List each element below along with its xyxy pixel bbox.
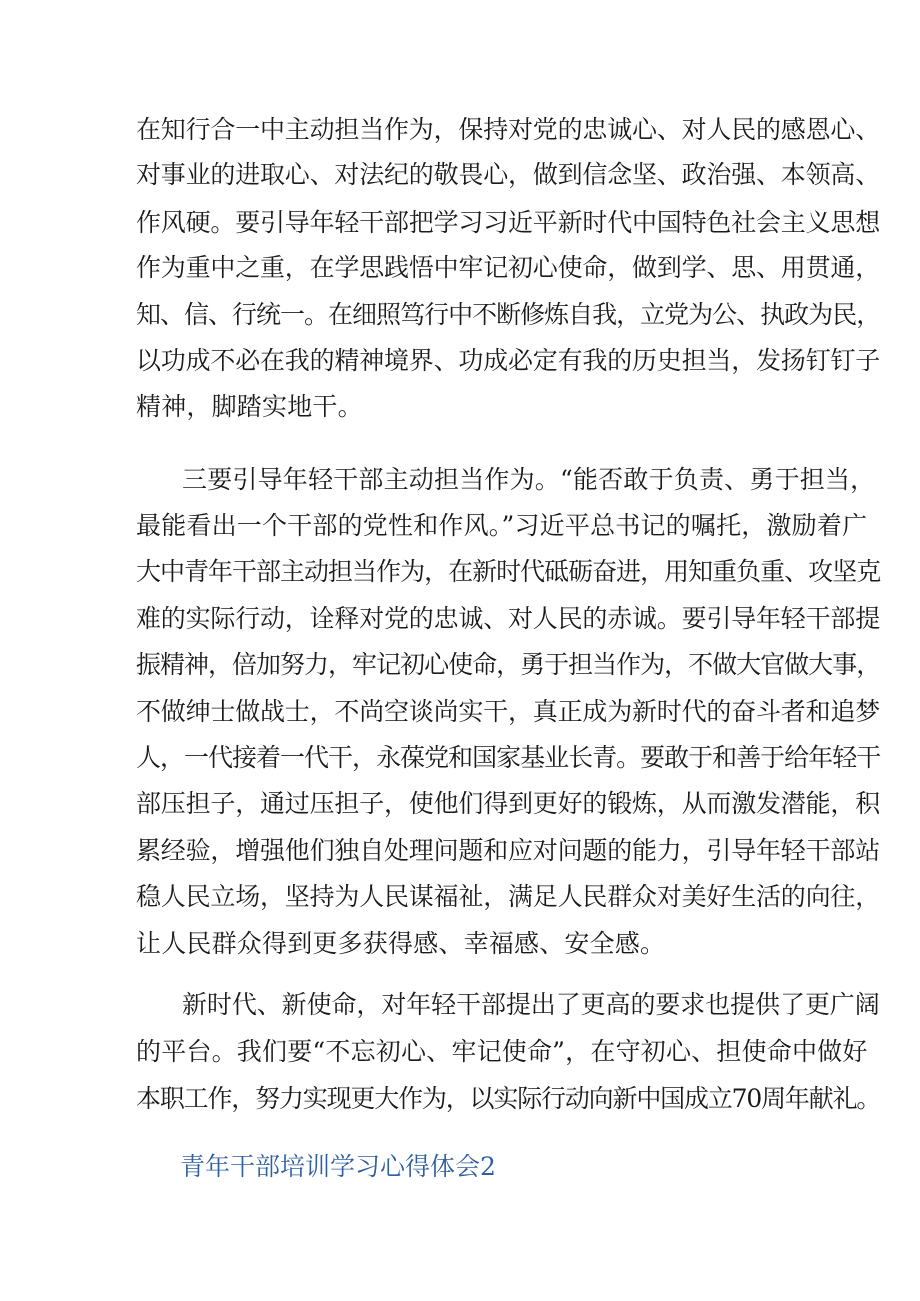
- paragraph-2-line: 人，一代接着一代干，永葆党和国家基业长青。要敢于和善于给年轻干: [136, 743, 881, 772]
- paragraph-2-line: 三要引导年轻干部主动担当作为。“能否敢于负责、勇于担当，: [182, 465, 876, 494]
- paragraph-2-line: 部压担子，通过压担子，使他们得到更好的锻炼，从而激发潜能，积: [136, 789, 881, 818]
- paragraph-1-line: 在知行合一中主动担当作为，保持对党的忠诚心、对人民的感恩心、: [136, 115, 881, 144]
- paragraph-3-line: 的平台。我们要“不忘初心、牢记使命”，在守初心、担使命中做好: [136, 1037, 868, 1066]
- paragraph-1-line: 作为重中之重，在学思践悟中牢记初心使命，做到学、思、用贯通，: [136, 253, 881, 282]
- paragraph-3-line: 本职工作，努力实现更大作为，以实际行动向新中国成立70周年献礼。: [136, 1084, 881, 1113]
- paragraph-1-line: 对事业的进取心、对法纪的敬畏心，做到信念坚、政治强、本领高、: [136, 160, 881, 189]
- paragraph-2-line: 稳人民立场，坚持为人民谋福祉，满足人民群众对美好生活的向往，: [136, 882, 881, 911]
- paragraph-1-line: 以功成不必在我的精神境界、功成必定有我的历史担当，发扬钉钉子: [136, 346, 881, 375]
- paragraph-1-line: 精神，脚踏实地干。: [136, 392, 363, 421]
- paragraph-2-line: 让人民群众得到更多获得感、幸福感、安全感。: [136, 929, 666, 958]
- paragraph-2-line: 大中青年干部主动担当作为，在新时代砥砺奋进，用知重负重、攻坚克: [136, 557, 881, 586]
- paragraph-2-line: 最能看出一个干部的党性和作风。”习近平总书记的嘱托，激励着广: [136, 511, 868, 540]
- paragraph-1-line: 知、信、行统一。在细照笃行中不断修炼自我，立党为公、执政为民，: [136, 300, 881, 329]
- paragraph-1-line: 作风硬。要引导年轻干部把学习习近平新时代中国特色社会主义思想: [136, 208, 881, 237]
- paragraph-2-line: 累经验，增强他们独自处理问题和应对问题的能力，引导年轻干部站: [136, 836, 881, 865]
- paragraph-2-line: 振精神，倍加努力，牢记初心使命，勇于担当作为，不做大官做大事，: [136, 650, 881, 679]
- paragraph-2-line: 不做绅士做战士，不尚空谈尚实干，真正成为新时代的奋斗者和追梦: [136, 697, 881, 726]
- paragraph-3-line: 新时代、新使命，对年轻干部提出了更高的要求也提供了更广阔: [182, 990, 880, 1019]
- section-heading: 青年干部培训学习心得体会2: [180, 1152, 496, 1181]
- paragraph-2-line: 难的实际行动，诠释对党的忠诚、对人民的赤诚。要引导年轻干部提: [136, 604, 881, 633]
